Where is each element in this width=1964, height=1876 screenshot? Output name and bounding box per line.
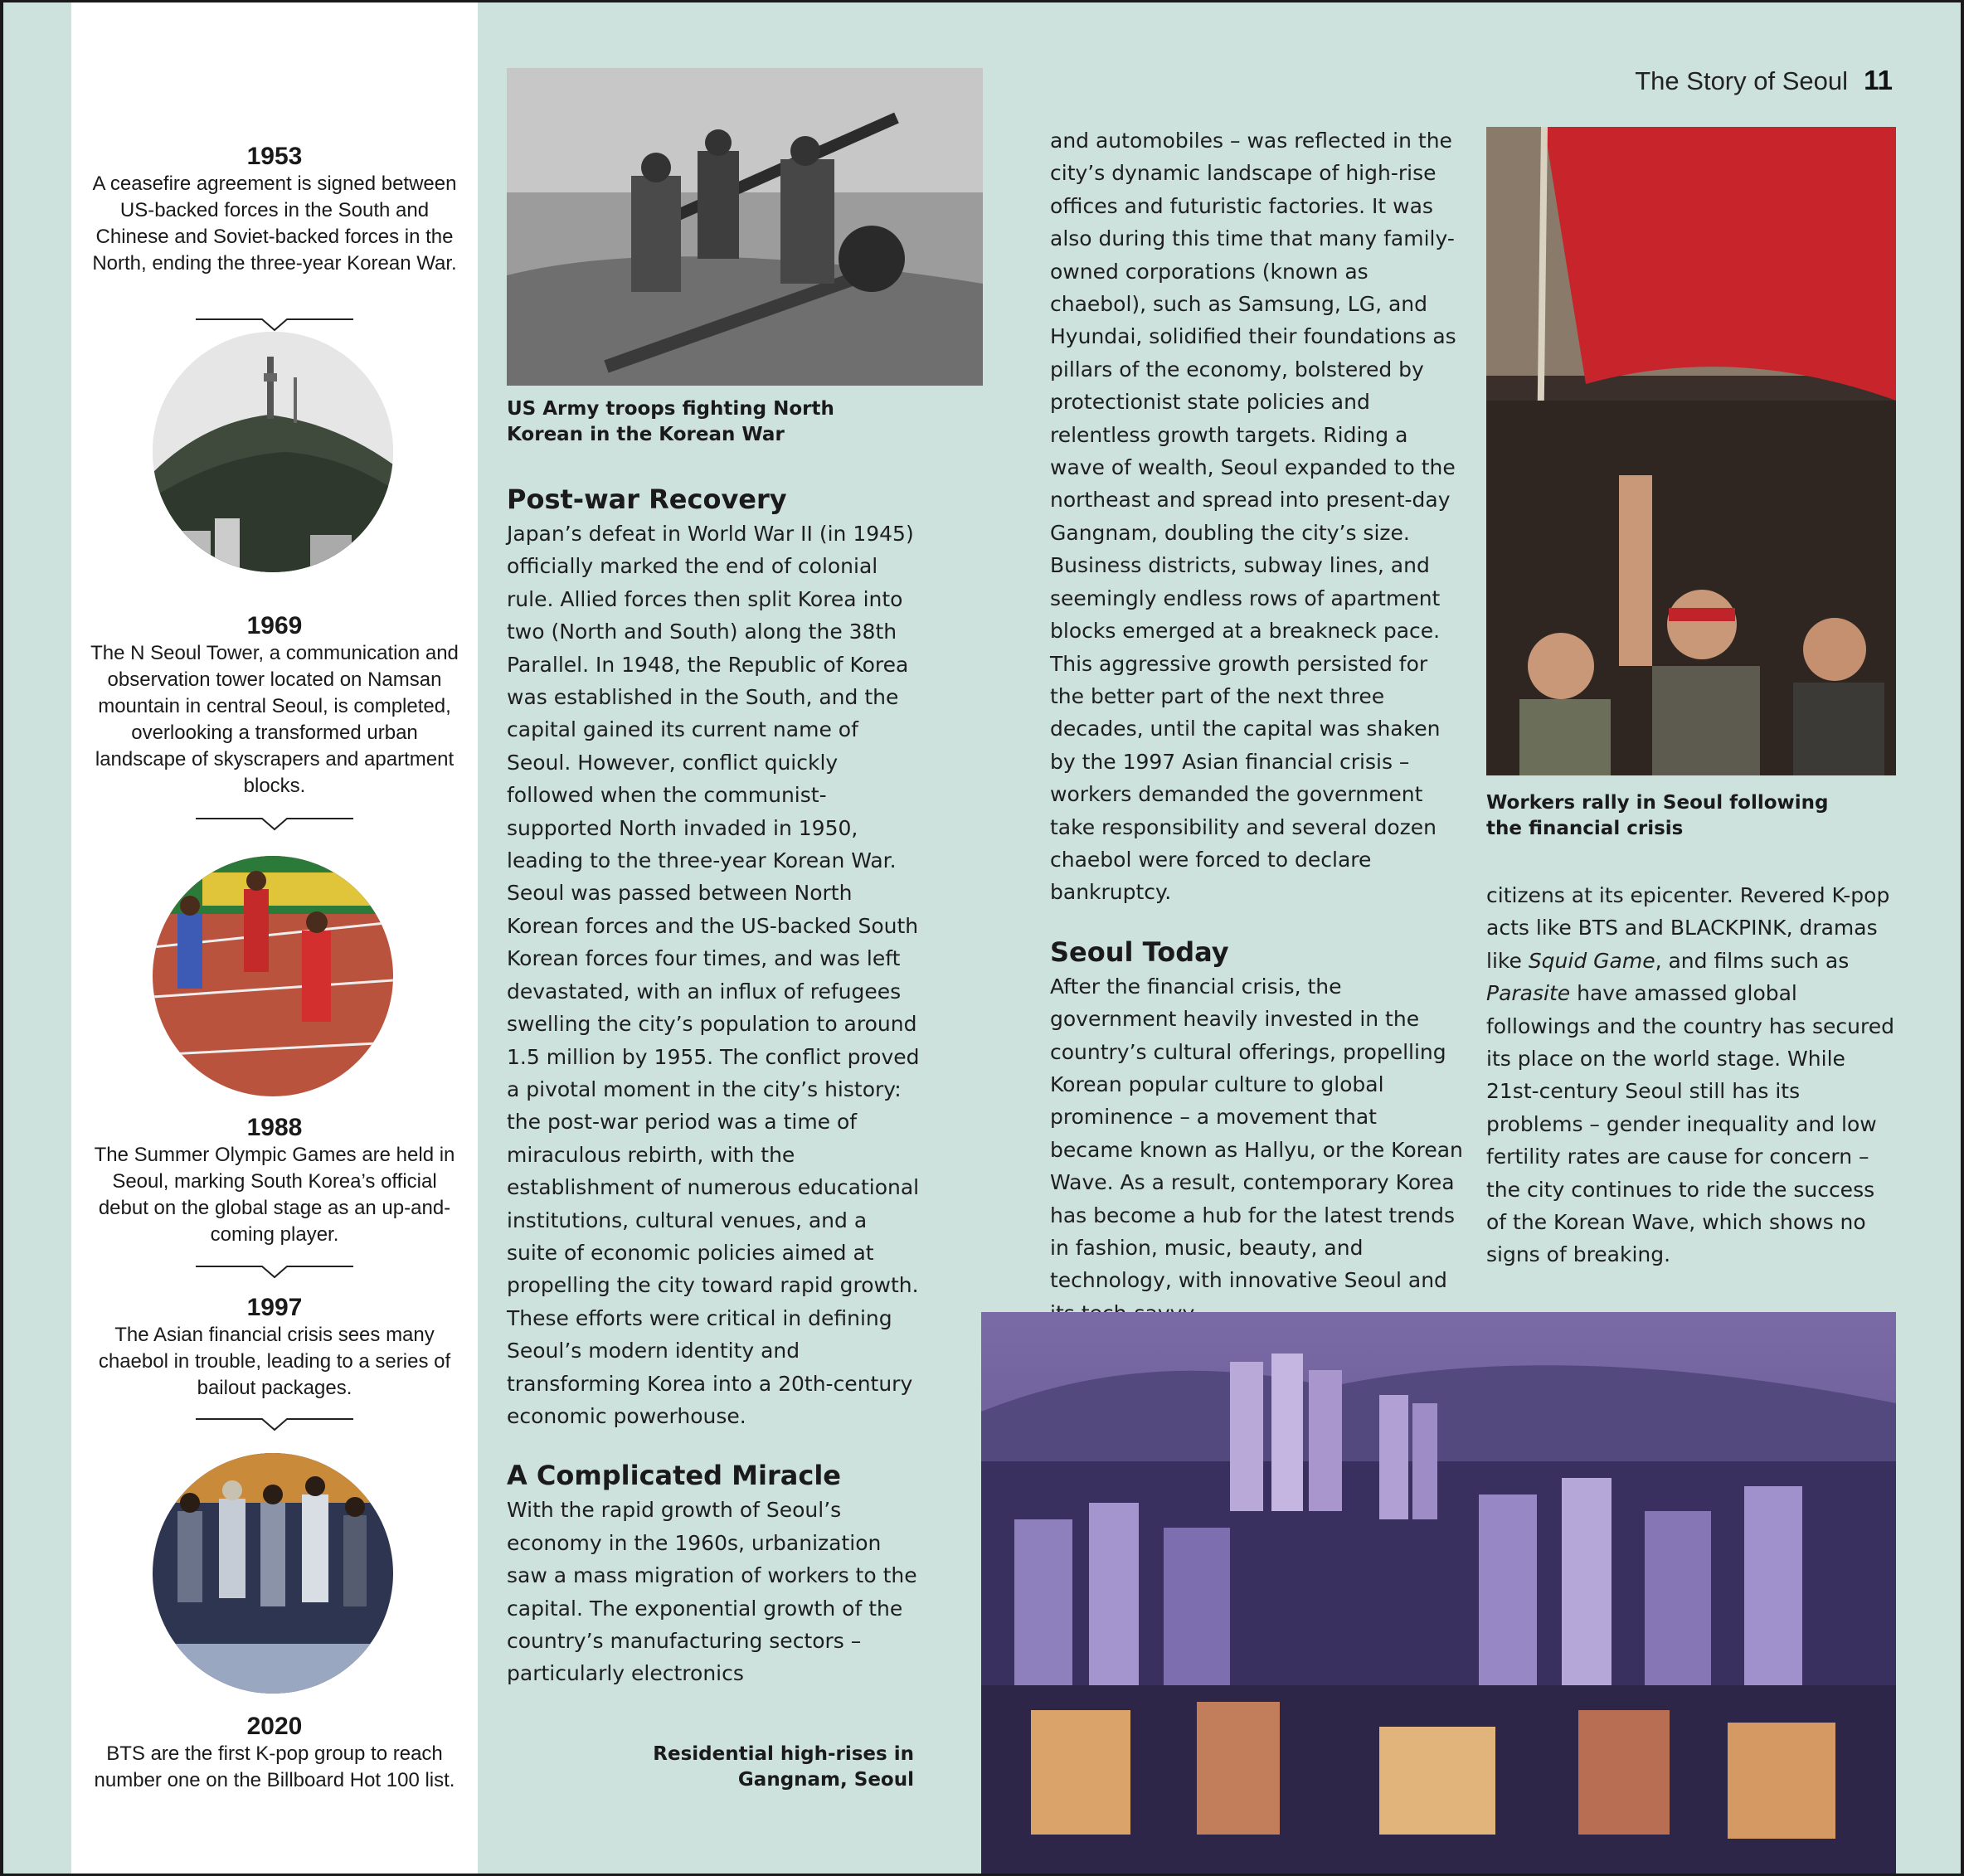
timeline-entry-1988 (71, 1114, 478, 1248)
timeline-text: BTS are the first K-pop group to reach number one on the Billboard Hot 100 list. (94, 1742, 455, 1791)
section-heading-miracle: A Complicated Miracle (507, 1460, 841, 1492)
timeline-entry-1997 (71, 1294, 478, 1402)
title-squid-game: Squid Game (1528, 948, 1655, 973)
section-heading-today: Seoul Today (1050, 936, 1229, 968)
workers-rally-photo (1486, 127, 1896, 775)
timeline-text: The Summer Olympic Games are held in Seoul, marking South Korea’s official debut on the global stage as an up-and-coming player. (94, 1144, 455, 1246)
text-run: citizens at its epicenter. Revered K-pop acts like BTS and BLACKPINK, dramas like (1486, 883, 1890, 973)
war-photo-caption: US Army troops fighting North Korean in the Korean War (507, 398, 834, 445)
timeline-year: 1988 (246, 1114, 303, 1141)
timeline-divider-arrow (196, 315, 353, 332)
timeline-text: The N Seoul Tower, a communication and observation tower located on Namsan mountain in central Seoul, is completed, overlooking a transformed urban landscape of skyscrapers and apartment blocks. (90, 642, 459, 797)
growth-paragraph: and automobiles – was reflected in the city’s dynamic landscape of high-rise offices and futuristic factories. It was also during this time that many family-owned corporations (known as chaebol), such as Samsung, LG, and Hyundai, solidified their foundations as pillars of the economy, bolstered by protectionist state policies and relentless growth targets. Riding a wave of wealth, Seoul expanded to the northeast and spread into present-day Gangnam, doubling the city’s size. Business districts, subway lines, and seemingly endless rows of apartment blocks emerged at a breakneck pace. This aggressive growth persisted for the better part of the next three decades, until the capital was shaken by the 1997 Asian financial crisis – workers demanded the government take responsibility and several dozen chaebol were forced to declare bankruptcy. (1050, 129, 1456, 905)
page-border (1961, 0, 1964, 1876)
column-2 (1050, 124, 1465, 1329)
gangnam-night-photo (981, 1312, 1896, 1876)
page-number: 11 (1864, 65, 1893, 95)
today-paragraph: After the financial crisis, the government heavily invested in the country’s cultural offerings, propelling Korean popular culture to global prominence – a movement that became known as Hallyu, or the Korean Wave. As a result, contemporary Korea has become a hub for the latest trends in fashion, music, beauty, and technology, with innovative Seoul and (1050, 974, 1463, 1293)
section-heading-postwar: Post-war Recovery (507, 484, 787, 515)
olympic-sprint-photo (153, 856, 393, 1096)
title-parasite: Parasite (1486, 981, 1571, 1006)
timeline-entry-1953 (71, 143, 478, 277)
column-3 (1486, 879, 1901, 1271)
timeline-text: A ceasefire agreement is signed between US-backed forces in the South and Chinese and Soviet-backed forces in the North, ending the three-year Korean War. (92, 173, 457, 275)
column-1 (507, 481, 921, 1690)
page-border (0, 0, 3, 1876)
timeline-divider-arrow (196, 1262, 353, 1279)
running-header-title: The Story of Seoul (1635, 66, 1848, 95)
timeline-entry-1969 (71, 612, 478, 799)
timeline-year: 1969 (246, 612, 303, 639)
timeline-year: 1953 (246, 143, 303, 170)
bts-performance-photo (153, 1453, 393, 1694)
text-run: , and films such as (1655, 948, 1850, 973)
text-run: have amassed global followings and the country has secured its place on the world stage. While 21st-century Seoul still has its problems – gender inequality and low fertility rates are cause for concern – the city continues to ride the success of the Korean Wave, which shows no signs of breaking. (1486, 981, 1894, 1267)
timeline-divider-arrow (196, 814, 353, 831)
city-photo-caption: Residential high-rises in Gangnam, Seoul (653, 1743, 914, 1791)
miracle-paragraph: With the rapid growth of Seoul’s economy in the 1960s, urbanization saw a mass migration of workers to the capital. The exponential growth of the country’s manufacturing sectors – particularly electronics (507, 1498, 917, 1686)
timeline-year: 2020 (246, 1713, 303, 1740)
timeline-text: The Asian financial crisis sees many chaebol in trouble, leading to a series of bailout packages. (98, 1324, 451, 1399)
korean-war-photo (507, 68, 983, 386)
page-border (0, 0, 1964, 2)
postwar-paragraph: Japan’s defeat in World War II (in 1945) officially marked the end of colonial rule. Allied forces then split Korea into two (North and South) along the 38th Parallel. In 1948, the Republic of Korea was established in the South, and the capital gained its current name of Seoul. However, conflict quickly followed when the communist-supported North invaded in 1950, leading to the three-year Korean War. Seoul was passed between North Korean forces and the US-backed South Korean forces four times, and was left devastated, with an influx of refugees swelling the city’s population to around 1.5 million by 1955. The conflict proved a pivotal moment in the city’s history: the post-war period was a time of miraculous rebirth, with the establishment of numerous educational institutions, cultural venues, and a suite of economic policies aimed at propelling the city toward rapid growth. These efforts were critical in defining Seoul’s modern identity and transforming Korea into a 20th-century economic powerhouse. (507, 522, 920, 1428)
timeline-strip (71, 0, 478, 1876)
rally-photo-caption: Workers rally in Seoul following the financial crisis (1486, 792, 1829, 839)
korean-wave-paragraph (1486, 879, 1901, 1271)
n-seoul-tower-photo (153, 332, 393, 572)
timeline-divider-arrow (196, 1415, 353, 1431)
timeline-year: 1997 (246, 1294, 303, 1321)
timeline-entry-2020 (71, 1713, 478, 1794)
